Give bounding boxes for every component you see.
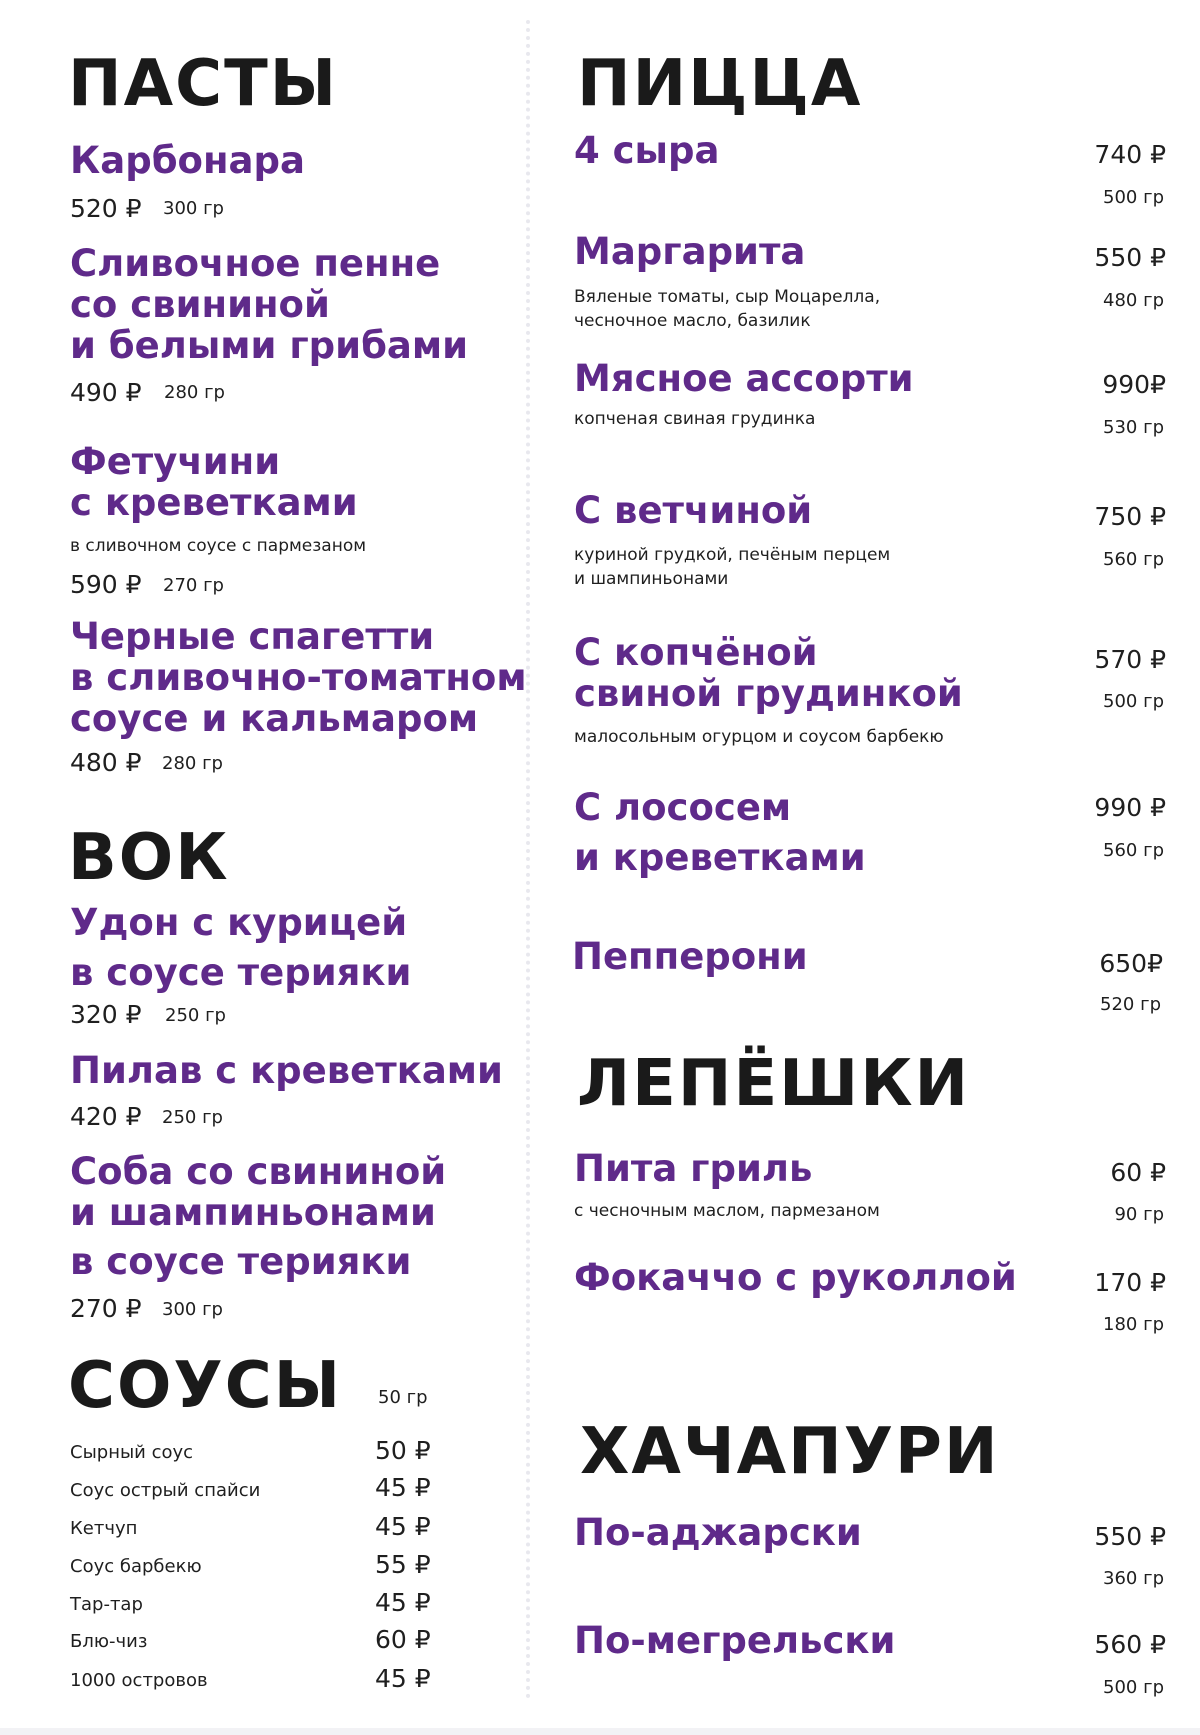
dish-name-four-cheese: 4 сыра [574,129,720,172]
dish-price: 590 ₽ [70,570,142,599]
sauce-price: 45 ₽ [375,1664,431,1693]
dish-weight: 530 гр [1103,417,1164,438]
section-title-flatbreads: ЛЕПЁШКИ [577,1047,971,1121]
sauce-price: 50 ₽ [375,1436,431,1465]
dish-name-soba: Соба со свининой и шампиньонами в соусе терияки [70,1150,447,1283]
sauce-price: 60 ₽ [375,1625,431,1654]
dish-price: 990 ₽ [1094,793,1166,822]
dish-description: малосольным огурцом и соусом барбекю [574,727,944,747]
sauce-price: 55 ₽ [375,1550,431,1579]
dish-name-ham: С ветчиной [574,489,813,532]
dish-description: с чесночным маслом, пармезаном [574,1201,880,1221]
dish-price: 490 ₽ [70,378,142,407]
sauce-price: 45 ₽ [375,1512,431,1541]
dish-weight: 500 гр [1103,691,1164,712]
dish-weight: 480 гр [1103,290,1164,311]
dish-weight: 560 гр [1103,549,1164,570]
page-bottom-band [0,1728,1200,1735]
dish-weight: 560 гр [1103,840,1164,861]
dish-name-pepperoni: Пепперони [572,935,808,978]
dish-description: Вяленые томаты, сыр Моцарелла, чесночное масло, базилик [574,287,881,331]
dish-price: 320 ₽ [70,1000,142,1029]
dish-name-carbonara: Карбонара [70,139,305,182]
dish-price: 990₽ [1102,370,1166,399]
dish-description: куриной грудкой, печёным перцем и шампиньонами [574,545,891,589]
sauce-name: Блю-чиз [70,1631,148,1652]
dish-name-fettuccine: Фетучини с креветками [70,440,358,524]
sauce-name: Тар-тар [70,1594,143,1615]
dish-weight: 500 гр [1103,1677,1164,1698]
dish-weight: 250 гр [162,1107,223,1128]
dish-price: 560 ₽ [1094,1630,1166,1659]
dish-name-udon: Удон с курицей в соусе терияки [70,901,412,994]
dish-weight: 280 гр [164,382,225,403]
dish-name-black-spaghetti: Черные спагетти в сливочно-томатном соусе и кальмаром [70,615,527,740]
dish-weight: 90 гр [1114,1204,1164,1225]
dish-weight: 250 гр [165,1005,226,1026]
sauce-name: 1000 островов [70,1670,208,1691]
dish-name-pita-grill: Пита гриль [574,1147,813,1190]
dish-description: копченая свиная грудинка [574,409,816,429]
section-title-wok: ВОК [68,821,230,895]
section-title-pasta: ПАСТЫ [68,47,339,121]
dish-name-meat-assorted: Мясное ассорти [574,357,914,400]
dish-price: 740 ₽ [1094,140,1166,169]
sauce-name: Кетчуп [70,1518,138,1539]
dish-weight: 520 гр [1100,994,1161,1015]
section-title-khachapuri: ХАЧАПУРИ [580,1415,1000,1489]
sauce-name: Сырный соус [70,1442,194,1463]
dish-price: 650₽ [1099,949,1163,978]
sauces-weight: 50 гр [378,1387,428,1408]
dish-weight: 270 гр [163,575,224,596]
dish-description: в сливочном соусе с пармезаном [70,536,367,556]
column-divider [526,20,530,1700]
dish-name-margarita: Маргарита [574,230,806,273]
sauce-name: Соус острый спайси [70,1480,261,1501]
dish-price: 480 ₽ [70,748,142,777]
dish-price: 570 ₽ [1094,645,1166,674]
dish-name-focaccia: Фокаччо с руколлой [574,1256,1017,1299]
dish-weight: 180 гр [1103,1314,1164,1335]
dish-weight: 300 гр [163,198,224,219]
dish-weight: 300 гр [162,1299,223,1320]
dish-name-salmon: С лососем и креветками [574,786,866,879]
dish-weight: 280 гр [162,753,223,774]
dish-price: 550 ₽ [1094,1522,1166,1551]
dish-price: 170 ₽ [1094,1268,1166,1297]
sauce-name: Соус барбекю [70,1556,202,1577]
dish-weight: 500 гр [1103,187,1164,208]
section-title-sauces: СОУСЫ [68,1349,342,1423]
dish-price: 60 ₽ [1110,1158,1166,1187]
dish-weight: 360 гр [1103,1568,1164,1589]
dish-name-smoked-pork: С копчёной свиной грудинкой [574,631,963,715]
sauce-price: 45 ₽ [375,1588,431,1617]
dish-name-adjarian: По-аджарски [574,1511,862,1554]
dish-name-pilaf: Пилав с креветками [70,1049,503,1092]
dish-price: 750 ₽ [1094,502,1166,531]
sauce-price: 45 ₽ [375,1473,431,1502]
dish-price: 420 ₽ [70,1102,142,1131]
dish-name-penne: Сливочное пенне со свининой и белыми грибами [70,242,469,367]
section-title-pizza: ПИЦЦА [577,47,863,121]
dish-price: 270 ₽ [70,1294,142,1323]
dish-name-megrelian: По-мегрельски [574,1619,896,1662]
dish-price: 520 ₽ [70,194,142,223]
dish-price: 550 ₽ [1094,243,1166,272]
